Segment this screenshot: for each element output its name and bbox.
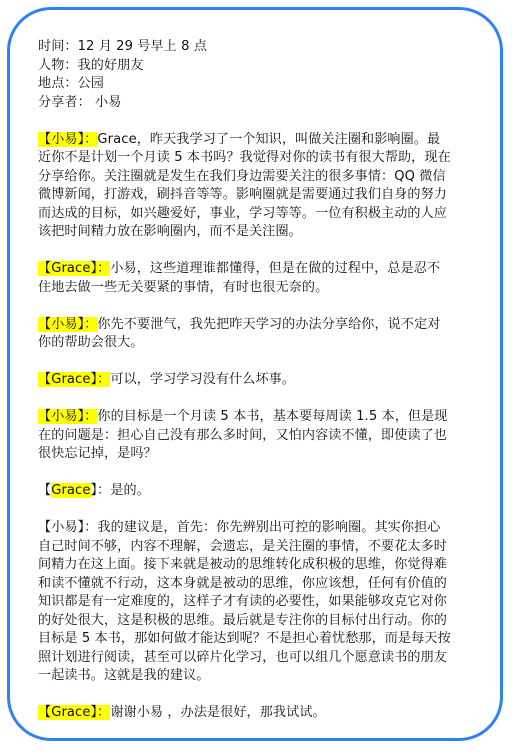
speaker-label-xiaoyi: 【小易】： xyxy=(38,131,98,147)
dialogue-paragraph-3 xyxy=(38,316,478,353)
speaker-label-grace: 【Grace】： xyxy=(38,705,111,720)
dialogue-line: 和读不懂就不行动，这本身就是被动的思维，你应该想，任何有价值的 xyxy=(38,575,448,591)
dialogue-paragraph-4 xyxy=(38,371,478,390)
speaker-label-grace: 【Grace】： xyxy=(38,372,111,387)
dialogue-paragraph-2 xyxy=(38,260,478,297)
dialogue-line: 微博新闻，打游戏，刷抖音等等。影响圈就是需要通过我们自身的努力 xyxy=(38,187,448,202)
dialogue-line: 很快忘记掉，是吗？ xyxy=(38,446,157,461)
meta-people: 人物：我的好朋友 xyxy=(38,57,144,73)
document-body xyxy=(38,38,478,741)
dialogue-paragraph-6 xyxy=(38,482,478,501)
dialogue-line: 近你不是计划一个月读 5 本书吗？我觉得对你的读书有很大帮助，现在 xyxy=(38,150,451,165)
dialogue-line: 分享给你。关注圈就是发生在我们身边需要关注的很多事情：QQ 微信 xyxy=(38,168,446,184)
dialogue-line: 而达成的目标，如兴趣爱好，事业，学习等等。一位有积极主动的人应 xyxy=(38,205,448,221)
dialogue-line: 自己时间不够，内容不理解，会遗忘，是关注圈的事情，不要花太多时 xyxy=(38,538,448,554)
dialogue-line: 小易，这些道理谁都懂得，但是在做的过程中，总是忍不 xyxy=(110,261,441,276)
dialogue-paragraph-8 xyxy=(38,704,478,723)
dialogue-line: 我的建议是，首先：你先辨别出可控的影响圈。其实你担心 xyxy=(97,520,441,535)
dialogue-line: 目标是 5 本书，那如何做才能达到呢？不是担心着忧愁那，而是每天按 xyxy=(38,631,451,646)
dialogue-line: 间精力在这上面。接下来就是被动的思维转化成积极的思维，你觉得难 xyxy=(38,557,448,572)
meta-block xyxy=(38,38,478,112)
dialogue-line: 谢谢小易 ，办法是很好，那我试试。 xyxy=(110,705,326,720)
dialogue-line: 住地去做一些无关要紧的事情，有时也很无奈的。 xyxy=(38,279,329,295)
meta-sharer: 分享者： 小易 xyxy=(38,94,122,110)
dialogue-paragraph-1 xyxy=(38,131,478,242)
speaker-label-grace: 【Grace】： xyxy=(38,261,111,276)
dialogue-line: 知识都是有一定难度的，这样子才有读的必要性，如果能够攻克它对你 xyxy=(38,594,448,609)
dialogue-line: 照计划进行阅读，甚至可以碎片化学习，也可以组几个愿意读书的朋友 xyxy=(38,649,448,665)
dialogue-line: 该把时间精力放在影响圈内，而不是关注圈。 xyxy=(38,224,302,239)
dialogue-line: 的好处很大，这是积极的思维。最后就是专注你的目标付出行动。你的 xyxy=(38,612,448,628)
dialogue-line: 是的。 xyxy=(110,483,150,498)
dialogue-paragraph-7 xyxy=(38,519,478,686)
dialogue-line: 你先不要泄气，我先把昨天学习的办法分享给你，说不定对 xyxy=(97,316,441,332)
dialogue-paragraph-5 xyxy=(38,408,478,464)
dialogue-line: 在的问题是：担心自己没有那么多时间，又怕内容读不懂，即使读了也 xyxy=(38,427,448,443)
dialogue-line: 可以，学习学习没有什么坏事。 xyxy=(110,372,296,387)
speaker-label-xiaoyi: 【小易】： xyxy=(38,316,98,332)
meta-place: 地点：公园 xyxy=(38,76,104,91)
speaker-label-xiaoyi: 【小易】： xyxy=(38,520,98,535)
meta-time: 时间：12 月 29 号早上 8 点 xyxy=(38,39,208,54)
dialogue-line: Grace，昨天我学习了一个知识，叫做关注圈和影响圈。最 xyxy=(97,131,441,147)
speaker-label-grace: 【Grace】： xyxy=(38,483,111,498)
speaker-label-xiaoyi: 【小易】： xyxy=(38,409,98,424)
dialogue-line: 你的帮助会很大。 xyxy=(38,335,144,350)
dialogue-line: 一起读书。这就是我的建议。 xyxy=(38,668,210,683)
dialogue-line: 你的目标是一个月读 5 本书，基本要每周读 1.5 本，但是现 xyxy=(97,409,448,424)
